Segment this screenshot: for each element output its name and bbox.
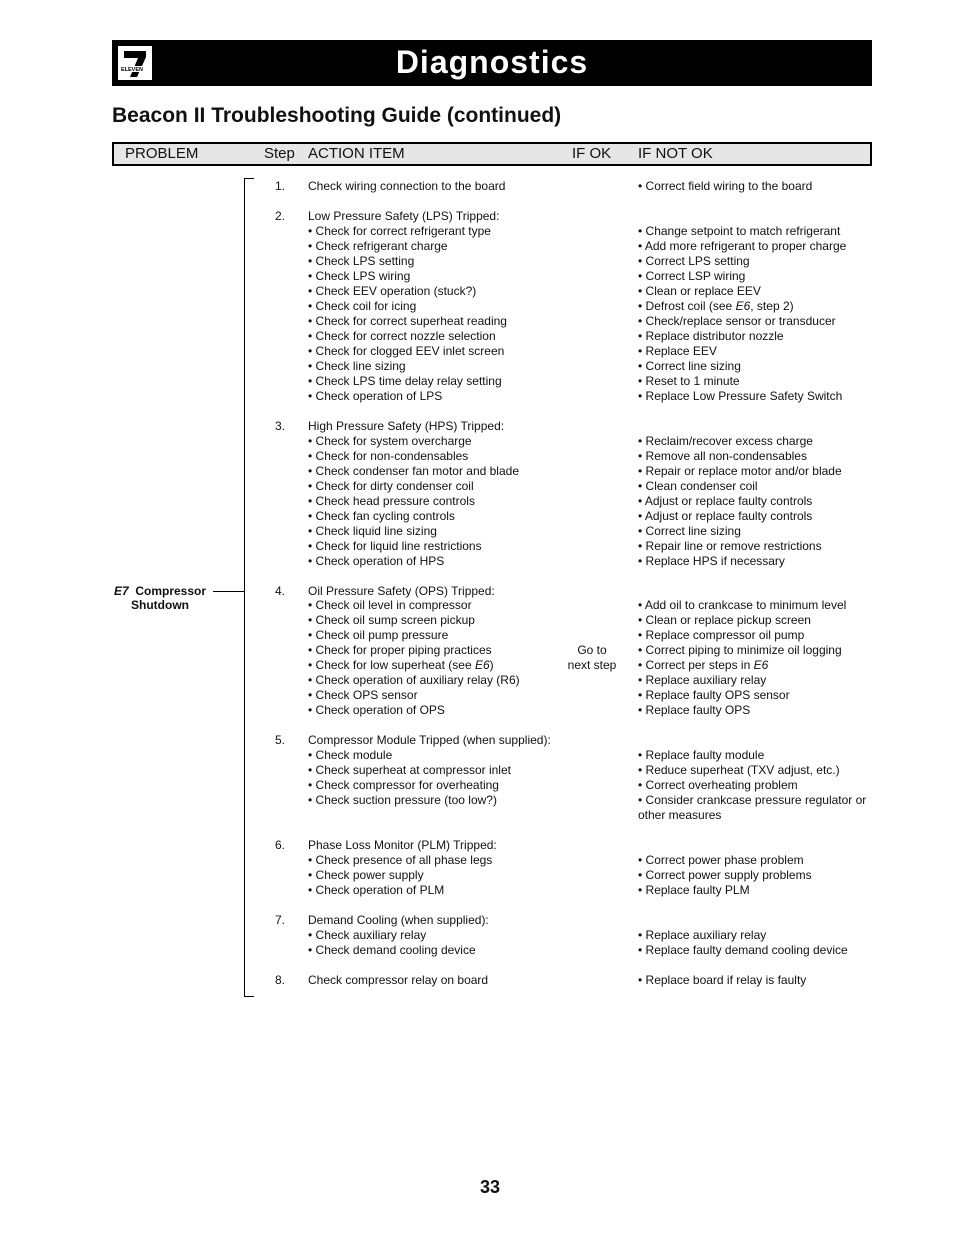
row-ifnot: • Correct LPS setting [638, 254, 750, 268]
row-action: • Check operation of PLM [308, 883, 445, 897]
problem-label [112, 584, 208, 612]
bracket-vertical [244, 178, 245, 997]
row-action: • Check for correct refrigerant type [308, 224, 491, 238]
row-ifnot: • Replace HPS if necessary [638, 554, 785, 568]
col-if-not-ok: IF NOT OK [638, 145, 713, 162]
row-action: High Pressure Safety (HPS) Tripped: [308, 419, 505, 433]
row-action: • Check presence of all phase legs [308, 853, 493, 867]
row-ifnot: • Replace faulty demand cooling device [638, 943, 848, 957]
row-action: Oil Pressure Safety (OPS) Tripped: [308, 584, 495, 598]
row-ifnot: • Correct overheating problem [638, 778, 798, 792]
row-action: • Check coil for icing [308, 299, 417, 313]
row-ifnot: • Adjust or replace faulty controls [638, 509, 813, 523]
row-action: Demand Cooling (when supplied): [308, 913, 489, 927]
row-ifnot: • Replace auxiliary relay [638, 928, 767, 942]
row-ifnot: • Replace EEV [638, 344, 717, 358]
row-step: 2. [275, 209, 286, 223]
row-ifnot: • Change setpoint to match refrigerant [638, 224, 841, 238]
problem-line1: Compressor [135, 584, 207, 598]
row-action: • Check for correct nozzle selection [308, 329, 496, 343]
row-ifnot: other measures [638, 808, 722, 822]
row-action: • Check refrigerant charge [308, 239, 448, 253]
row-action: • Check oil level in compressor [308, 598, 472, 612]
row-action: • Check operation of auxiliary relay (R6) [308, 673, 520, 687]
row-ifnot: • Correct field wiring to the board [638, 179, 813, 193]
row-step: 6. [275, 838, 286, 852]
section-title: Beacon II Troubleshooting Guide (continued) [112, 104, 562, 127]
row-ifnot: • Correct line sizing [638, 524, 741, 538]
row-ifnot: • Replace board if relay is faulty [638, 973, 807, 987]
row-ifnot: • Replace faulty PLM [638, 883, 750, 897]
row-ifnot: • Adjust or replace faulty controls [638, 494, 813, 508]
row-action: • Check fan cycling controls [308, 509, 455, 523]
row-step: 3. [275, 419, 286, 433]
row-action: • Check for dirty condenser coil [308, 479, 474, 493]
row-ifnot: • Replace compressor oil pump [638, 628, 805, 642]
row-action: • Check demand cooling device [308, 943, 476, 957]
row-action: • Check liquid line sizing [308, 524, 437, 538]
row-ifnot: • Correct piping to minimize oil logging [638, 643, 842, 657]
row-action: • Check superheat at compressor inlet [308, 763, 511, 777]
row-step: 1. [275, 179, 286, 193]
if-ok-line1: Go to [577, 643, 607, 657]
row-action: • Check LPS time delay relay setting [308, 374, 502, 388]
row-step: 5. [275, 733, 286, 747]
row-ifnot: • Defrost coil (see E6, step 2) [638, 299, 794, 313]
column-header [112, 142, 872, 166]
col-if-ok: IF OK [572, 145, 612, 162]
row-step: 7. [275, 913, 286, 927]
row-ifnot: • Replace faulty OPS sensor [638, 688, 790, 702]
bracket-top [244, 178, 254, 179]
row-ifnot: • Correct per steps in E6 [638, 658, 769, 672]
row-action: • Check for proper piping practices [308, 643, 492, 657]
row-ifnot: • Reduce superheat (TXV adjust, etc.) [638, 763, 840, 777]
row-action: • Check line sizing [308, 359, 406, 373]
row-ifnot: • Correct line sizing [638, 359, 741, 373]
row-action: • Check oil sump screen pickup [308, 613, 475, 627]
row-ifnot: • Replace faulty OPS [638, 703, 751, 717]
row-ifnot: • Replace distributor nozzle [638, 329, 784, 343]
row-action: • Check suction pressure (too low?) [308, 793, 497, 807]
row-action: • Check compressor for overheating [308, 778, 499, 792]
row-ifnot: • Remove all non-condensables [638, 449, 807, 463]
row-action: • Check for low superheat (see E6) [308, 658, 494, 672]
row-action: • Check EEV operation (stuck?) [308, 284, 477, 298]
page-header-title: Diagnostics [395, 44, 589, 80]
problem-connector [213, 591, 244, 592]
row-ifnot: • Reclaim/recover excess charge [638, 434, 813, 448]
row-action: • Check operation of LPS [308, 389, 443, 403]
row-action: • Check for correct superheat reading [308, 314, 507, 328]
row-action: • Check operation of OPS [308, 703, 445, 717]
row-ifnot: • Check/replace sensor or transducer [638, 314, 836, 328]
row-ifnot: • Replace Low Pressure Safety Switch [638, 389, 843, 403]
col-action-item: ACTION ITEM [308, 145, 405, 162]
row-step: 4. [275, 584, 286, 598]
row-action: • Check for liquid line restrictions [308, 539, 482, 553]
row-action: • Check for non-condensables [308, 449, 469, 463]
row-action: Low Pressure Safety (LPS) Tripped: [308, 209, 500, 223]
row-ifnot: • Repair line or remove restrictions [638, 539, 822, 553]
row-action: Phase Loss Monitor (PLM) Tripped: [308, 838, 497, 852]
row-action: • Check module [308, 748, 393, 762]
logo-text: ELEVEN [120, 67, 144, 73]
col-step: Step [264, 145, 295, 162]
row-ifnot: • Reset to 1 minute [638, 374, 740, 388]
row-action: • Check head pressure controls [308, 494, 475, 508]
row-action: • Check for system overcharge [308, 434, 472, 448]
row-ifnot: • Replace auxiliary relay [638, 673, 767, 687]
row-action: • Check OPS sensor [308, 688, 418, 702]
row-ifnot: • Add more refrigerant to proper charge [638, 239, 847, 253]
row-action: • Check condenser fan motor and blade [308, 464, 519, 478]
row-ifnot: • Correct LSP wiring [638, 269, 746, 283]
row-ifnot: • Clean or replace EEV [638, 284, 761, 298]
row-ifnot: • Clean condenser coil [638, 479, 758, 493]
row-ifnot: • Repair or replace motor and/or blade [638, 464, 842, 478]
row-action: • Check LPS setting [308, 254, 415, 268]
header-bar [112, 40, 872, 86]
problem-line2: Shutdown [131, 598, 189, 612]
if-ok-text [560, 643, 624, 673]
bracket-bottom [244, 996, 254, 997]
if-ok-line2: next step [567, 658, 617, 672]
page-number: 33 [479, 1177, 501, 1197]
row-action: • Check LPS wiring [308, 269, 411, 283]
row-step: 8. [275, 973, 286, 987]
row-action: Check wiring connection to the board [308, 179, 506, 193]
row-ifnot: • Correct power phase problem [638, 853, 804, 867]
row-ifnot: • Correct power supply problems [638, 868, 812, 882]
row-action: • Check oil pump pressure [308, 628, 449, 642]
row-action: • Check for clogged EEV inlet screen [308, 344, 505, 358]
row-action: • Check power supply [308, 868, 424, 882]
row-action: Check compressor relay on board [308, 973, 489, 987]
row-action: • Check operation of HPS [308, 554, 445, 568]
row-ifnot: • Consider crankcase pressure regulator or [638, 793, 867, 807]
row-ifnot: • Add oil to crankcase to minimum level [638, 598, 847, 612]
row-ifnot: • Replace faulty module [638, 748, 765, 762]
row-action: Compressor Module Tripped (when supplied): [308, 733, 551, 747]
row-action: • Check auxiliary relay [308, 928, 427, 942]
problem-code: E7 [113, 584, 129, 598]
row-ifnot: • Clean or replace pickup screen [638, 613, 811, 627]
col-problem: PROBLEM [125, 145, 199, 162]
